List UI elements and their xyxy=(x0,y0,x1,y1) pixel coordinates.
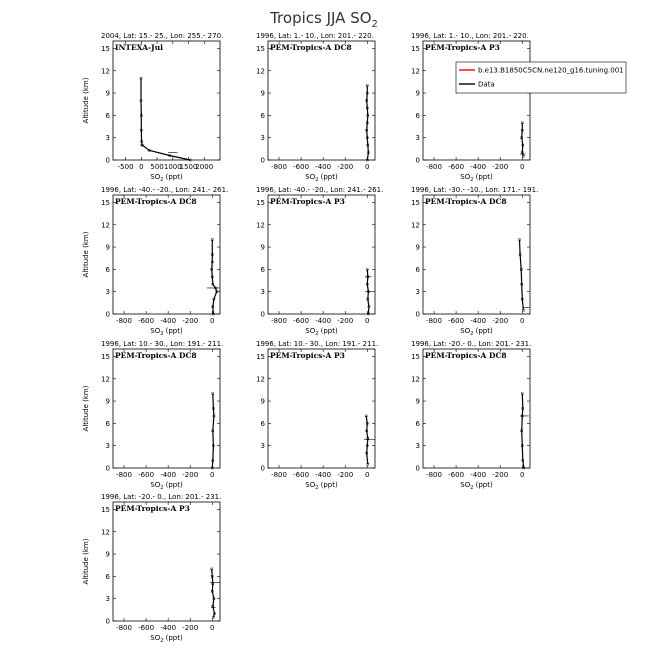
x-tick-label: -800 xyxy=(271,317,287,325)
x-axis-label-sub: 2 xyxy=(160,638,164,644)
y-tick-label: 0 xyxy=(105,617,110,626)
x-tick-label: -400 xyxy=(315,163,332,171)
x-tick-label: -500 xyxy=(117,163,134,171)
x-axis-label-unit: (ppt) xyxy=(163,481,183,489)
y-axis-label: Altitude (km) xyxy=(82,385,90,432)
panel-4 xyxy=(82,186,228,337)
y-tick-label: 9 xyxy=(415,243,420,252)
figure-title-main: Tropics JJA SO xyxy=(270,9,372,27)
y-tick-label: 12 xyxy=(101,67,110,76)
x-tick-label: -200 xyxy=(182,624,199,632)
panel-10 xyxy=(82,493,221,644)
y-tick-label: 6 xyxy=(105,572,110,581)
x-tick-label: 1000 xyxy=(163,163,182,171)
y-tick-label: 0 xyxy=(105,310,110,319)
data-line xyxy=(522,123,524,157)
y-tick-label: 6 xyxy=(260,265,265,274)
panel-title: 1996, Lat: -20.- 0., Lon: 201.- 231. xyxy=(101,493,222,501)
y-tick-label: 9 xyxy=(260,397,265,406)
y-tick-label: 6 xyxy=(105,265,110,274)
x-axis-label-unit: (ppt) xyxy=(473,481,493,489)
x-tick-label: -600 xyxy=(293,471,310,479)
y-tick-label: 3 xyxy=(415,288,420,297)
x-axis-label xyxy=(150,327,183,337)
x-axis-label-main: SO xyxy=(150,481,161,489)
y-tick-label: 12 xyxy=(101,375,110,384)
plot-frame xyxy=(113,195,220,314)
y-tick-label: 3 xyxy=(415,442,420,451)
y-tick-label: 6 xyxy=(415,419,420,428)
plot-frame xyxy=(113,349,220,468)
x-axis-label-unit: (ppt) xyxy=(318,481,338,489)
x-tick-label: -400 xyxy=(315,471,332,479)
x-tick-label: -800 xyxy=(426,471,442,479)
panel-title: 1996, Lat: -40.- -20., Lon: 241.- 261. xyxy=(101,186,229,194)
x-tick-label: 1500 xyxy=(179,163,198,171)
x-axis-label-sub: 2 xyxy=(160,331,164,337)
y-tick-label: 3 xyxy=(260,442,265,451)
plot-frame xyxy=(423,195,530,314)
x-tick-label: -800 xyxy=(116,317,132,325)
x-tick-label: -400 xyxy=(470,163,487,171)
y-tick-label: 15 xyxy=(101,44,110,53)
x-axis-label-sub: 2 xyxy=(315,177,319,183)
y-tick-label: 6 xyxy=(415,111,420,120)
plot-frame xyxy=(268,349,375,468)
x-axis-label-sub: 2 xyxy=(160,485,164,491)
x-axis-label-main: SO xyxy=(150,634,161,642)
x-tick-label: -800 xyxy=(116,624,132,632)
panel-title: 1996, Lat: 10.- 30., Lon: 191.- 211. xyxy=(256,340,379,348)
x-axis-label-unit: (ppt) xyxy=(473,173,493,181)
plot-frame xyxy=(268,41,375,160)
x-tick-label: 0 xyxy=(365,471,370,479)
y-tick-label: 12 xyxy=(256,375,265,384)
y-tick-label: 9 xyxy=(260,89,265,98)
panel-title: 1996, Lat: 1.- 10., Lon: 201.- 220. xyxy=(411,32,529,40)
x-axis-label xyxy=(460,327,493,337)
x-tick-label: 0 xyxy=(520,317,525,325)
x-axis-label-unit: (ppt) xyxy=(473,327,493,335)
y-tick-label: 12 xyxy=(411,67,420,76)
x-tick-label: -800 xyxy=(271,471,287,479)
y-tick-label: 9 xyxy=(105,550,110,559)
x-tick-label: -200 xyxy=(337,163,354,171)
plot-frame xyxy=(113,502,220,621)
x-tick-label: -800 xyxy=(426,317,442,325)
x-axis-label xyxy=(150,173,183,183)
plot-frame xyxy=(113,41,220,160)
y-tick-label: 0 xyxy=(260,156,265,165)
y-tick-label: 6 xyxy=(415,265,420,274)
x-tick-label: 2000 xyxy=(195,163,214,171)
y-tick-label: 15 xyxy=(101,505,110,514)
y-tick-label: 0 xyxy=(260,464,265,473)
campaign-label: PEM-Tropics-A DC8 xyxy=(270,43,352,52)
y-tick-label: 15 xyxy=(411,352,420,361)
panel-title: 1996, Lat: -40.- -20., Lon: 241.- 261. xyxy=(256,186,384,194)
x-tick-label: -800 xyxy=(426,163,442,171)
y-tick-label: 9 xyxy=(105,397,110,406)
y-tick-label: 12 xyxy=(256,67,265,76)
x-tick-label: -600 xyxy=(138,317,155,325)
plot-frame xyxy=(268,195,375,314)
y-tick-label: 9 xyxy=(105,89,110,98)
x-tick-label: -400 xyxy=(160,471,177,479)
figure-title xyxy=(269,9,378,30)
x-axis-label-unit: (ppt) xyxy=(163,327,183,335)
x-axis-label-unit: (ppt) xyxy=(163,173,183,181)
x-axis-label-main: SO xyxy=(460,173,471,181)
panel-5 xyxy=(256,186,383,337)
x-axis-label-sub: 2 xyxy=(470,331,474,337)
y-tick-label: 15 xyxy=(411,198,420,207)
panel-title: 1996, Lat: 10.- 30., Lon: 191.- 211. xyxy=(101,340,224,348)
x-axis-label-main: SO xyxy=(150,327,161,335)
y-tick-label: 3 xyxy=(105,595,110,604)
y-tick-label: 9 xyxy=(105,243,110,252)
x-axis-label-unit: (ppt) xyxy=(318,173,338,181)
y-tick-label: 0 xyxy=(415,310,420,319)
campaign-label: PEM-Tropics-A P3 xyxy=(270,197,345,206)
x-axis-label xyxy=(305,173,338,183)
x-tick-label: -200 xyxy=(492,471,509,479)
x-axis-label-main: SO xyxy=(150,173,161,181)
x-axis-label xyxy=(460,481,493,491)
x-tick-label: -600 xyxy=(448,163,465,171)
y-tick-label: 0 xyxy=(105,156,110,165)
campaign-label: PEM-Tropics-A DC8 xyxy=(425,197,507,206)
panel-title: 1996, Lat: -30.- -10., Lon: 171.- 191. xyxy=(411,186,539,194)
x-tick-label: -200 xyxy=(337,317,354,325)
x-tick-label: -600 xyxy=(138,471,155,479)
y-tick-label: 6 xyxy=(260,419,265,428)
x-tick-label: -600 xyxy=(448,471,465,479)
y-tick-label: 3 xyxy=(105,134,110,143)
panels xyxy=(82,32,538,644)
y-tick-label: 0 xyxy=(415,464,420,473)
x-tick-label: -200 xyxy=(492,163,509,171)
x-axis-label-sub: 2 xyxy=(470,177,474,183)
panel-title: 1996, Lat: 1.- 10., Lon: 201.- 220. xyxy=(256,32,374,40)
y-tick-label: 3 xyxy=(105,442,110,451)
x-tick-label: -200 xyxy=(337,471,354,479)
x-tick-label: -600 xyxy=(138,624,155,632)
y-tick-label: 6 xyxy=(105,419,110,428)
legend-label: Data xyxy=(478,80,495,89)
y-tick-label: 3 xyxy=(415,134,420,143)
x-tick-label: -200 xyxy=(182,317,199,325)
x-axis-label xyxy=(305,481,338,491)
y-tick-label: 15 xyxy=(256,198,265,207)
campaign-label: PEM-Tropics-A P3 xyxy=(115,504,190,513)
panel-3 xyxy=(411,32,530,183)
y-tick-label: 12 xyxy=(411,221,420,230)
y-tick-label: 12 xyxy=(101,221,110,230)
x-axis-label-main: SO xyxy=(305,327,316,335)
y-tick-label: 9 xyxy=(415,89,420,98)
x-axis-label-unit: (ppt) xyxy=(318,327,338,335)
campaign-label: PEM-Tropics-A P3 xyxy=(270,351,345,360)
x-tick-label: -400 xyxy=(470,317,487,325)
x-axis-label-main: SO xyxy=(305,481,316,489)
y-tick-label: 12 xyxy=(256,221,265,230)
y-tick-label: 9 xyxy=(415,397,420,406)
data-line xyxy=(212,240,217,314)
x-tick-label: 0 xyxy=(520,471,525,479)
y-tick-label: 15 xyxy=(101,198,110,207)
legend-label: b.e13.B1850C5CN.ne120_g16.tuning.001 xyxy=(478,66,624,75)
campaign-label: PEM-Tropics-A DC8 xyxy=(115,351,197,360)
x-axis-label-sub: 2 xyxy=(160,177,164,183)
x-tick-label: -200 xyxy=(492,317,509,325)
y-tick-label: 3 xyxy=(105,288,110,297)
y-tick-label: 15 xyxy=(256,352,265,361)
x-tick-label: 0 xyxy=(365,317,370,325)
y-axis-label: Altitude (km) xyxy=(82,538,90,585)
campaign-label: INTEXA-Jul xyxy=(115,43,163,52)
x-axis-label xyxy=(460,173,493,183)
panel-8 xyxy=(256,340,378,491)
x-tick-label: -600 xyxy=(448,317,465,325)
panel-2 xyxy=(256,32,375,183)
y-tick-label: 0 xyxy=(105,464,110,473)
panel-9 xyxy=(411,340,531,491)
x-tick-label: 0 xyxy=(365,163,370,171)
y-tick-label: 12 xyxy=(411,375,420,384)
campaign-label: PEM-Tropics-A DC8 xyxy=(425,351,507,360)
y-tick-label: 15 xyxy=(411,44,420,53)
y-tick-label: 15 xyxy=(256,44,265,53)
y-axis-label: Altitude (km) xyxy=(82,77,90,124)
y-tick-label: 6 xyxy=(260,111,265,120)
y-tick-label: 6 xyxy=(105,111,110,120)
x-axis-label xyxy=(150,481,183,491)
figure-title-sub: 2 xyxy=(371,19,378,30)
y-tick-label: 0 xyxy=(260,310,265,319)
panel-6 xyxy=(411,186,538,337)
x-tick-label: -400 xyxy=(160,624,177,632)
x-tick-label: 0 xyxy=(139,163,144,171)
x-axis-label-sub: 2 xyxy=(315,485,319,491)
x-axis-label-main: SO xyxy=(460,327,471,335)
panel-7 xyxy=(82,340,223,491)
campaign-label: PEM-Tropics-A DC8 xyxy=(115,197,197,206)
campaign-label: PEM-Tropics-A P3 xyxy=(425,43,500,52)
x-tick-label: -600 xyxy=(293,163,310,171)
y-axis-label: Altitude (km) xyxy=(82,231,90,278)
x-tick-label: -400 xyxy=(160,317,177,325)
x-tick-label: 0 xyxy=(210,317,215,325)
y-tick-label: 3 xyxy=(260,288,265,297)
x-tick-label: -800 xyxy=(271,163,287,171)
x-tick-label: -800 xyxy=(116,471,132,479)
panel-1 xyxy=(82,32,223,183)
x-tick-label: 0 xyxy=(520,163,525,171)
x-axis-label-sub: 2 xyxy=(315,331,319,337)
y-tick-label: 0 xyxy=(415,156,420,165)
y-tick-label: 12 xyxy=(101,528,110,537)
x-tick-label: -400 xyxy=(315,317,332,325)
y-tick-label: 9 xyxy=(260,243,265,252)
x-axis-label-main: SO xyxy=(305,173,316,181)
x-tick-label: 500 xyxy=(150,163,164,171)
x-axis-label-unit: (ppt) xyxy=(163,634,183,642)
plot-frame xyxy=(423,41,530,160)
panel-title: 2004, Lat: 15.- 25., Lon: 255.- 270. xyxy=(101,32,224,40)
x-tick-label: -400 xyxy=(470,471,487,479)
x-axis-label-main: SO xyxy=(460,481,471,489)
y-tick-label: 3 xyxy=(260,134,265,143)
x-axis-label xyxy=(150,634,183,644)
x-tick-label: 0 xyxy=(210,471,215,479)
data-line xyxy=(141,78,190,160)
x-tick-label: -600 xyxy=(293,317,310,325)
x-axis-label xyxy=(305,327,338,337)
x-tick-label: 0 xyxy=(210,624,215,632)
x-tick-label: -200 xyxy=(182,471,199,479)
panel-title: 1996, Lat: -20.- 0., Lon: 201.- 231. xyxy=(411,340,532,348)
x-axis-label-sub: 2 xyxy=(470,485,474,491)
legend xyxy=(456,62,626,93)
plot-frame xyxy=(423,349,530,468)
y-tick-label: 15 xyxy=(101,352,110,361)
